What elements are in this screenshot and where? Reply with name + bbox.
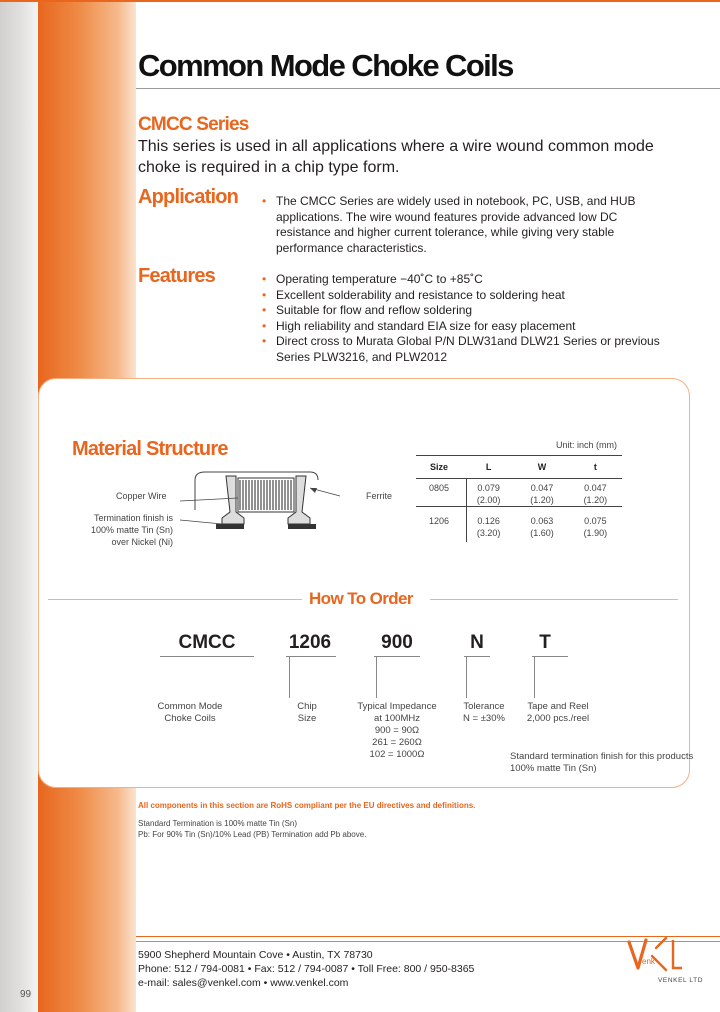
table-header: L <box>462 456 515 479</box>
feature-item: • Direct cross to Murata Global P/N DLW31and DLW21 Series or previous Series PLW3216, and PLW2012 <box>262 334 682 365</box>
order-desc-series: Common Mode Choke Coils <box>157 701 223 724</box>
order-code-underline <box>464 656 490 657</box>
table-row <box>416 479 622 495</box>
order-code-impedance: 900 <box>381 632 413 653</box>
features-list <box>262 272 682 365</box>
table-cell: 0.063 <box>530 516 554 526</box>
order-code-size: 1206 <box>288 632 332 653</box>
series-heading: CMCC Series <box>138 114 249 135</box>
order-desc-size: Chip Size <box>297 701 317 724</box>
table-cell: 0.047 <box>584 483 607 493</box>
table-cell: (3.20) <box>476 528 501 538</box>
order-code-connector <box>534 656 535 698</box>
table-row <box>416 527 622 539</box>
order-code-underline <box>374 656 420 657</box>
page-title: Common Mode Choke Coils <box>138 48 513 83</box>
table-cell: (1.20) <box>530 495 554 505</box>
left-gray-band <box>0 0 38 1012</box>
feature-item: • Excellent solderability and resistance to soldering heat <box>262 288 682 304</box>
venkel-logo <box>626 936 686 976</box>
table-cell: (1.90) <box>583 528 608 538</box>
standard-termination-note: Standard termination finish for this products 100% matte Tin (Sn) <box>510 751 694 774</box>
table-cell: (1.20) <box>583 495 608 505</box>
table-row <box>416 515 622 527</box>
page-number: 99 <box>20 989 32 1000</box>
order-code-underline <box>160 656 254 657</box>
footer-contact <box>138 948 474 990</box>
table-cell: (2.00) <box>476 495 501 505</box>
feature-item: • Suitable for flow and reflow soldering <box>262 303 682 319</box>
table-cell: 0.047 <box>530 483 554 493</box>
feature-item: • High reliability and standard EIA size for easy placement <box>262 319 682 335</box>
order-rule-right <box>430 599 678 600</box>
order-code-underline <box>532 656 568 657</box>
how-to-order-heading: How To Order <box>309 589 413 608</box>
order-code-series: CMCC <box>178 632 236 653</box>
title-divider <box>136 88 720 89</box>
table-cell: 0.079 <box>477 483 500 493</box>
series-description: This series is used in all applications where a wire wound common mode choke is required in a chip type form. <box>138 138 654 176</box>
termination-notes: Standard Termination is 100% matte Tin (Sn) Pb: For 90% Tin (Sn)/10% Lead (PB) Termination add Pb above. <box>138 819 367 839</box>
order-code-connector <box>466 656 467 698</box>
table-cell: 0.126 <box>477 516 500 526</box>
material-structure-heading: Material Structure <box>72 438 228 460</box>
ferrite-label: Ferrite <box>366 491 393 501</box>
top-accent-line <box>0 0 720 2</box>
table-header-row <box>416 456 622 479</box>
application-text: • The CMCC Series are widely used in notebook, PC, USB, and HUB applications. The wire wound features provide advanced low DC resistance and higher current tolerance, while giving very stable performance characteristics. <box>262 194 652 256</box>
features-heading: Features <box>138 265 215 287</box>
table-cell: 0805 <box>428 483 450 493</box>
termination-label-1: Termination finish is <box>93 513 173 523</box>
termination-label-3: over Nickel (Ni) <box>111 537 173 547</box>
footer-web: e-mail: sales@venkel.com • www.venkel.com <box>138 977 349 989</box>
feature-item: • Operating temperature −40˚C to +85˚C <box>262 272 682 288</box>
table-cell: 1206 <box>428 516 450 526</box>
order-code-connector <box>376 656 377 698</box>
order-code-tolerance: N <box>470 632 484 653</box>
termination-label-2: 100% matte Tin (Sn) <box>90 525 173 535</box>
rohs-note: All components in this section are RoHS compliant per the EU directives and definitions. <box>138 801 476 810</box>
dimension-table <box>416 455 622 539</box>
company-name: VENKEL LTD <box>658 977 704 984</box>
order-desc-impedance: Typical Impedance at 100MHz 900 = 90Ω 261 = 260Ω 102 = 1000Ω <box>357 701 437 760</box>
table-cell: (1.60) <box>530 528 554 538</box>
table-cell: 0.075 <box>584 516 607 526</box>
order-desc-packaging: Tape and Reel 2,000 pcs./reel <box>526 701 590 724</box>
table-header: W <box>515 456 568 479</box>
application-heading: Application <box>138 186 239 208</box>
svg-text:enk: enk <box>642 957 655 966</box>
order-code-packaging: T <box>539 632 551 653</box>
table-row <box>416 494 622 507</box>
order-code-connector <box>289 656 290 698</box>
copper-wire-label: Copper Wire <box>116 491 167 501</box>
order-code-underline <box>286 656 336 657</box>
footer-phone: Phone: 512 / 794-0081 • Fax: 512 / 794-0087 • Toll Free: 800 / 950-8365 <box>138 963 475 975</box>
order-desc-tolerance: Tolerance N = ±30% <box>463 701 505 724</box>
table-header: Size <box>416 456 462 479</box>
choke-coil-structure-diagram <box>160 468 410 548</box>
table-vertical-divider <box>466 478 467 542</box>
footer-address: 5900 Shepherd Mountain Cove • Austin, TX 78730 <box>138 949 373 961</box>
table-header: t <box>569 456 622 479</box>
order-rule-left <box>48 599 302 600</box>
unit-note: Unit: inch (mm) <box>556 440 618 450</box>
application-list <box>262 194 652 256</box>
